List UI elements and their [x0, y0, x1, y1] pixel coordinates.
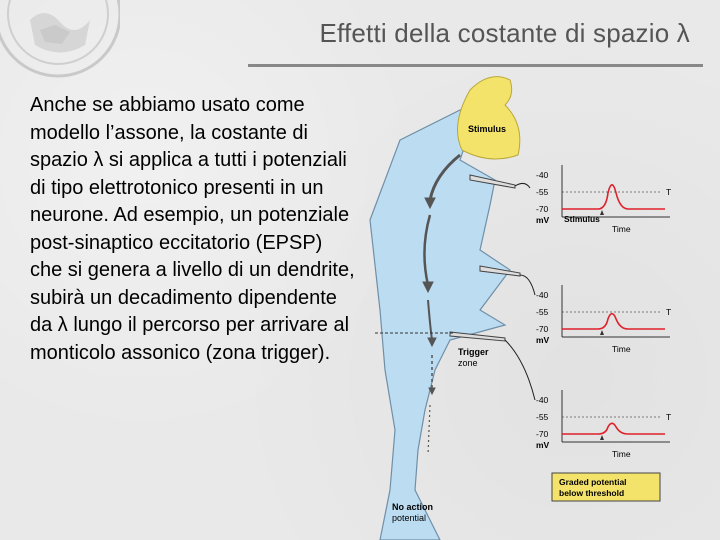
- graph-3-trace: [562, 423, 665, 434]
- graph-1-unit: mV: [536, 215, 550, 225]
- neuron-dendrite-shape: [370, 100, 510, 540]
- no-action-label-2: potential: [392, 513, 427, 523]
- graph-3-tick-2: -55: [536, 412, 549, 422]
- university-seal-logo: [0, 0, 120, 80]
- graph-2-stimulus-marker: [600, 330, 604, 335]
- graph-2-unit: mV: [536, 335, 550, 345]
- epsp-decay-figure: [340, 70, 720, 540]
- stimulus-label: Stimulus: [468, 124, 507, 134]
- graph-1: [536, 165, 671, 234]
- graph-1-trace: [562, 185, 665, 209]
- graph-3-stimulus-marker: [600, 435, 604, 440]
- membrane-potential-graphs: [536, 165, 671, 459]
- graph-2-tick-2: -55: [536, 307, 549, 317]
- graph-1-threshold-label: T: [666, 187, 672, 197]
- graph-1-tick-3: -70: [536, 204, 549, 214]
- graph-2-tick-3: -70: [536, 324, 549, 334]
- trigger-zone-label-1: Trigger: [458, 347, 489, 357]
- graph-1-stimulus-marker: [600, 210, 604, 215]
- graph-2-time-label: Time: [612, 344, 631, 354]
- graph-1-tick-1: -40: [536, 170, 549, 180]
- graph-2-tick-1: -40: [536, 290, 549, 300]
- graph-3: [536, 390, 671, 459]
- no-action-label-1: No action: [392, 502, 434, 512]
- graph-2: [536, 285, 671, 354]
- legend-line-2: below threshold: [559, 488, 625, 498]
- graph-1-time-label: Time: [612, 224, 631, 234]
- graph-1-tick-2: -55: [536, 187, 549, 197]
- graph-2-trace: [562, 314, 665, 329]
- graph-1-stimulus-label: Stimulus: [564, 214, 600, 224]
- graph-2-threshold-label: T: [666, 307, 672, 317]
- graph-3-time-label: Time: [612, 449, 631, 459]
- trigger-zone-label-2: zone: [458, 358, 478, 368]
- slide-body-text: Anche se abbiamo usato come modello l’assone, la costante di spazio λ si applica a tutti i potenziali di tipo elettrotonico presenti in un neurone. Ad esempio, un potenziale post-sinaptico eccitatorio (EPSP) che si genera a livello di un dendrite, subirà un decadimento dipendente da λ lungo il percorso per arrivare al monticolo assonico (zona trigger).: [30, 94, 355, 364]
- slide-title: Effetti della costante di spazio λ: [319, 18, 690, 48]
- title-divider: [248, 64, 703, 67]
- graph-3-unit: mV: [536, 440, 550, 450]
- graph-3-tick-1: -40: [536, 395, 549, 405]
- legend-line-1: Graded potential: [559, 477, 627, 487]
- graph-3-tick-3: -70: [536, 429, 549, 439]
- graph-3-threshold-label: T: [666, 412, 672, 422]
- stimulus-blob: [458, 77, 520, 159]
